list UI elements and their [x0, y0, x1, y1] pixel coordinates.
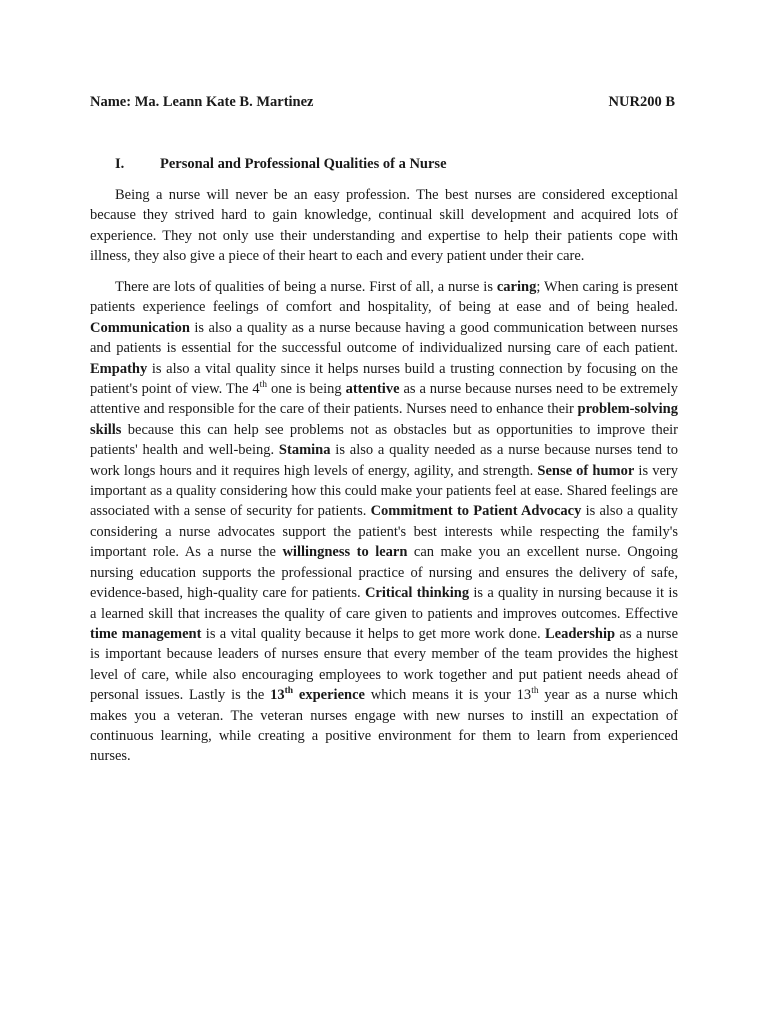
course-code: NUR200 B: [608, 94, 675, 110]
text-run: is also a quality as a nurse because having a good communication between nurses and patients is essential for the successful outcome of individualized nursing care of each patient.: [90, 319, 678, 357]
text-run: is also a vital quality since it helps nurses build a trusting connection by focusing on the patient's point of view. The 4: [90, 360, 678, 398]
keyword-sense-of-humor: Sense of humor: [537, 462, 635, 479]
keyword-critical-thinking: Critical thinking: [364, 585, 470, 602]
text-run: ; When caring is present patients experience feelings of comfort and hospitality, of being at ease and of being healed.: [90, 279, 678, 316]
text-run: year as a nurse which makes you a veteran. The veteran nurses engage with new nurses to instill an expectation of continuous learning, while creating a positive environment for them to learn from experienced nurses.: [90, 687, 678, 765]
ordinal-superscript: [285, 686, 293, 696]
text-run: because this can help see problems not as obstacles but as opportunities to improve their patients' health and well-being.: [90, 421, 678, 459]
keyword-leadership: Leadership: [544, 625, 616, 642]
student-name: Name: Ma. Leann Kate B. Martinez: [90, 94, 314, 110]
text-run: is also a quality considering a nurse advocates support the patient's best interests while respecting the family's important role. As a nurse the: [90, 503, 678, 561]
keyword-13th-experience-number: 13: [270, 687, 285, 704]
paragraph-qualities: [90, 277, 678, 767]
keyword-13th-experience-label: experience: [293, 687, 365, 704]
ordinal-superscript: th: [531, 686, 539, 697]
keyword-caring: caring: [496, 279, 537, 295]
document-header: [90, 93, 675, 111]
text-run: is also a quality needed as a nurse because nurses tend to work longs hours and it requires high levels of energy, agility, and strength.: [90, 442, 678, 479]
keyword-communication: Communication: [90, 319, 190, 336]
paragraph-intro: Being a nurse will never be an easy profession. The best nurses are considered exceptional because they strived hard to gain knowledge, continual skill development and acquired lots of experience. They not only use their understanding and expertise to help their patients cope with illness, they also give a piece of their heart to each and every patient under their care.: [90, 187, 678, 265]
section-number: I.: [115, 156, 125, 172]
ordinal-superscript-bold: th: [284, 686, 294, 697]
text-run: one is being: [267, 381, 346, 398]
keyword-empathy: Empathy: [90, 360, 148, 377]
text-run: is a vital quality because it helps to get more work done.: [201, 625, 545, 642]
text-run: is very important as a quality considering how this could make your patients feel at ease. Shared feelings are associated with a sense of security for patients.: [90, 462, 678, 520]
ordinal-superscript: th: [259, 380, 268, 391]
text-run: which means it is your 13: [364, 687, 532, 704]
section-title: Personal and Professional Qualities of a Nurse: [160, 156, 447, 172]
text-run: as a nurse because nurses need to be extremely attentive and responsible for the care of their patients. Nurses need to enhance their: [90, 381, 679, 418]
keyword-problem-solving: problem-solving skills: [90, 401, 678, 438]
keyword-patient-advocacy: Commitment to Patient Advocacy: [370, 503, 582, 520]
keyword-willingness-to-learn: willingness to learn: [282, 544, 408, 561]
text-run: There are lots of qualities of being a nurse. First of all, a nurse is: [115, 279, 497, 295]
text-run: as a nurse is important because leaders of nurses ensure that every member of the team provides the highest level of care, while also encouraging employees to work together and put patient needs ahead of personal issues. Lastly is the: [90, 625, 679, 704]
text-run: is a quality in nursing because it is a learned skill that increases the quality of care given to patients and improves outcomes. Effective: [90, 585, 678, 622]
section-heading: [115, 155, 447, 173]
keyword-stamina: Stamina: [278, 442, 331, 459]
keyword-attentive: attentive: [345, 381, 400, 398]
keyword-time-management: time management: [90, 625, 202, 642]
text-run: can make you an excellent nurse. Ongoing nursing education supports the professional practice of nursing and ensures the delivery of safe, evidence-based, high-quality care for patients.: [90, 544, 678, 602]
